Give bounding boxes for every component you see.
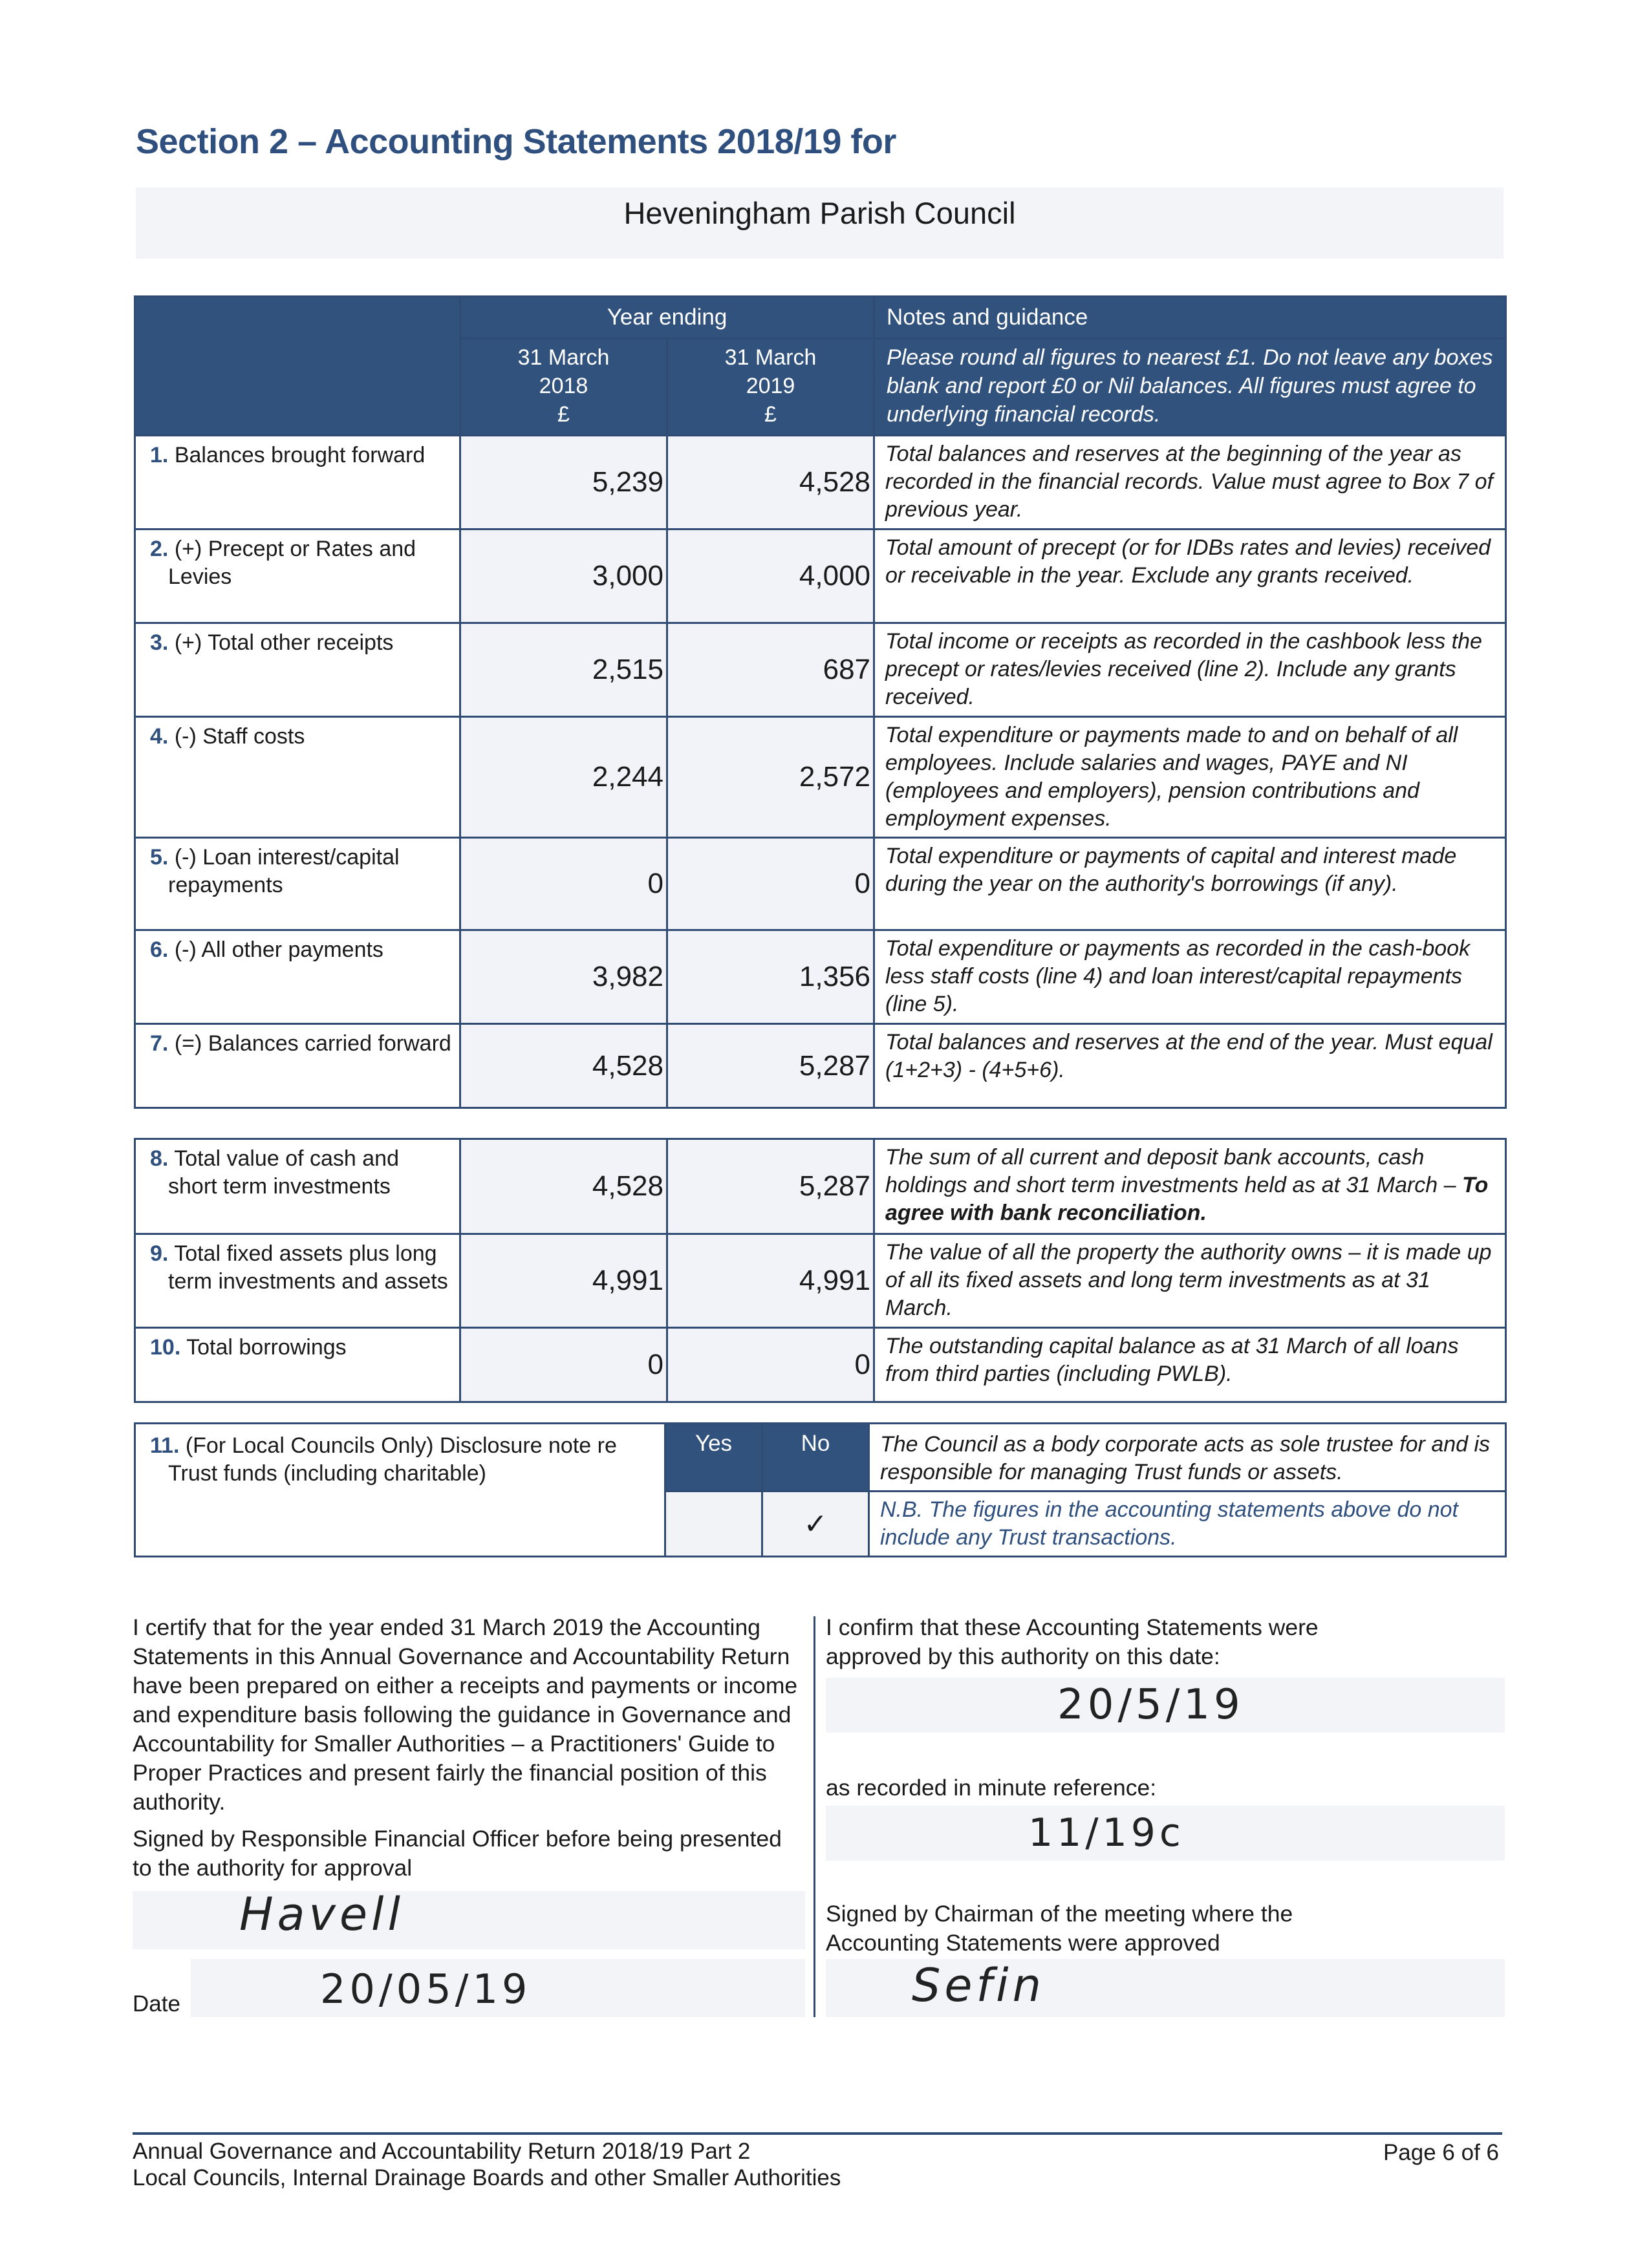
row-label xyxy=(135,623,460,717)
trust-no-header: No xyxy=(762,1424,869,1492)
table-row xyxy=(135,1024,1506,1108)
value-2018[interactable]: 3,000 xyxy=(460,530,667,623)
approval-date: 20/5/19 xyxy=(1057,1681,1244,1729)
row-number: 5. xyxy=(150,845,169,870)
row-label-text: (-) All other payments xyxy=(174,937,383,962)
guidance-text: Please round all figures to nearest £1. Do not leave any boxes blank and report £0 or Nil balances. All figures must agree to underlying financial records. xyxy=(874,339,1506,436)
row-note xyxy=(874,1139,1506,1234)
value-2019[interactable]: 4,528 xyxy=(667,436,874,530)
row-note: Total expenditure or payments of capital and interest made during the year on the authority's borrowings (if any). xyxy=(874,838,1506,930)
row-note: Total expenditure or payments made to and on behalf of all employees. Include salaries and wages, PAYE and NI (employees and employers), pension contributions and employment expenses. xyxy=(874,717,1506,838)
row-label xyxy=(135,930,460,1024)
row-label xyxy=(135,1234,460,1328)
header-blank-cell xyxy=(135,297,460,436)
value-2018[interactable]: 4,528 xyxy=(460,1139,667,1234)
balances-table xyxy=(134,1138,1507,1403)
col-2019-line2: 2019 xyxy=(746,374,795,398)
row-number: 2. xyxy=(150,537,169,561)
table-row xyxy=(135,930,1506,1024)
row-label xyxy=(135,530,460,623)
footer-line2: Local Councils, Internal Drainage Boards and other Smaller Authorities xyxy=(133,2165,841,2190)
trust-label-text: (For Local Councils Only) Disclosure note re Trust funds (including charitable) xyxy=(168,1433,617,1486)
row-label-text: Balances brought forward xyxy=(174,443,426,467)
row-number: 8. xyxy=(150,1146,169,1171)
row-note-text: The sum of all current and deposit bank accounts, cash holdings and short term investments held as at 31 March – xyxy=(885,1145,1456,1197)
value-2018[interactable]: 2,515 xyxy=(460,623,667,717)
row-label xyxy=(135,1024,460,1108)
row-label-text: (+) Precept or Rates and Levies xyxy=(168,537,416,589)
value-2018[interactable]: 4,991 xyxy=(460,1234,667,1328)
value-2019[interactable]: 1,356 xyxy=(667,930,874,1024)
trust-label xyxy=(135,1424,665,1557)
table-row xyxy=(135,436,1506,530)
col-2018-currency: £ xyxy=(557,402,570,427)
row-note: The value of all the property the authority owns – it is made up of all its fixed assets and long term investments as at 31 March. xyxy=(874,1234,1506,1328)
rfo-certification xyxy=(133,1613,805,1890)
row-number: 7. xyxy=(150,1031,169,1056)
row-label-text: Total fixed assets plus long term investments and assets xyxy=(168,1241,448,1294)
value-2019[interactable]: 0 xyxy=(667,838,874,930)
rfo-date: 20/05/19 xyxy=(320,1965,532,2013)
value-2019[interactable]: 5,287 xyxy=(667,1139,874,1234)
value-2018[interactable]: 0 xyxy=(460,838,667,930)
row-label xyxy=(135,1328,460,1402)
row-number: 11. xyxy=(150,1433,180,1458)
value-2018[interactable]: 3,982 xyxy=(460,930,667,1024)
row-note: Total income or receipts as recorded in the cashbook less the precept or rates/levies received (line 2). Include any grants received. xyxy=(874,623,1506,717)
row-number: 4. xyxy=(150,724,169,749)
footer-divider xyxy=(133,2132,1502,2135)
row-note: Total balances and reserves at the beginning of the year as recorded in the financial records. Value must agree to Box 7 of previous year. xyxy=(874,436,1506,530)
trust-yes-header: Yes xyxy=(665,1424,762,1492)
confirm-text: I confirm that these Accounting Statements were approved by this authority on this date: xyxy=(826,1614,1319,1669)
accounting-statements-table xyxy=(134,295,1507,1109)
row-note: The outstanding capital balance as at 31 March of all loans from third parties (including PWLB). xyxy=(874,1328,1506,1402)
row-label-text: Total borrowings xyxy=(186,1335,347,1360)
col-2018-line1: 31 March xyxy=(517,345,610,370)
minute-ref-label: as recorded in minute reference: xyxy=(826,1775,1157,1801)
col-2019-line1: 31 March xyxy=(724,345,817,370)
rfo-signature-field[interactable] xyxy=(133,1891,805,1949)
chair-signature: Sefin xyxy=(912,1959,1045,2012)
table-row xyxy=(135,530,1506,623)
row-number: 6. xyxy=(150,937,169,962)
approval-certification xyxy=(826,1613,1511,1671)
trust-nb-note: N.B. The figures in the accounting statements above do not include any Trust transactions. xyxy=(869,1492,1506,1557)
notes-header: Notes and guidance xyxy=(874,297,1506,339)
value-2019[interactable]: 5,287 xyxy=(667,1024,874,1108)
value-2019[interactable]: 0 xyxy=(667,1328,874,1402)
row-label xyxy=(135,436,460,530)
table-row xyxy=(135,717,1506,838)
value-2018[interactable]: 0 xyxy=(460,1328,667,1402)
row-label-text: (+) Total other receipts xyxy=(174,630,394,655)
footer-text xyxy=(133,2138,841,2191)
row-label-text: (-) Staff costs xyxy=(174,724,305,749)
row-number: 3. xyxy=(150,630,169,655)
row-label-text: (-) Loan interest/capital repayments xyxy=(168,845,400,897)
row-number: 9. xyxy=(150,1241,169,1266)
column-divider xyxy=(814,1616,815,2017)
date-label: Date xyxy=(133,1991,180,2017)
row-label-text: Total value of cash and short term investments xyxy=(168,1146,399,1199)
row-note: Total expenditure or payments as recorded in the cash-book less staff costs (line 4) and loan interest/capital repayments (line 5). xyxy=(874,930,1506,1024)
value-2019[interactable]: 687 xyxy=(667,623,874,717)
row-label xyxy=(135,717,460,838)
rfo-certify-text: I certify that for the year ended 31 March 2019 the Accounting Statements in this Annual Governance and Accountability Return have been prepared on either a receipts and payments or income and expenditure basis following the guidance in Governance and Accountability for Smaller Authorities – a Practitioners' Guide to Proper Practices and present fairly the financial position of this authority. xyxy=(133,1614,798,1815)
footer-line1: Annual Governance and Accountability Return 2018/19 Part 2 xyxy=(133,2139,751,2164)
col-2018-header xyxy=(460,339,667,436)
value-2018[interactable]: 5,239 xyxy=(460,436,667,530)
row-label xyxy=(135,1139,460,1234)
value-2018[interactable]: 4,528 xyxy=(460,1024,667,1108)
page-number: Page 6 of 6 xyxy=(1383,2140,1499,2165)
chair-signed-text: Signed by Chairman of the meeting where the Accounting Statements were approved xyxy=(826,1901,1293,1956)
value-2019[interactable]: 4,991 xyxy=(667,1234,874,1328)
authority-name-field[interactable] xyxy=(136,187,1503,259)
row-number: 1. xyxy=(150,443,169,467)
year-ending-header: Year ending xyxy=(460,297,874,339)
rfo-signature: Havell xyxy=(239,1888,404,1941)
col-2019-header xyxy=(667,339,874,436)
trust-note: The Council as a body corporate acts as sole trustee for and is responsible for managing Trust funds or assets. xyxy=(869,1424,1506,1492)
authority-name: Heveningham Parish Council xyxy=(623,196,1016,230)
trust-yes-checkbox[interactable] xyxy=(665,1492,762,1557)
table-row xyxy=(135,838,1506,930)
row-note-emphasis: To agree with bank reconciliation. xyxy=(885,1173,1489,1225)
page-title: Section 2 – Accounting Statements 2018/19 for xyxy=(136,122,896,161)
row-label xyxy=(135,838,460,930)
col-2018-line2: 2018 xyxy=(539,374,588,398)
rfo-signed-text: Signed by Responsible Financial Officer before being presented to the authority for approval xyxy=(133,1826,782,1881)
table-row xyxy=(135,1328,1506,1402)
table-row xyxy=(135,1234,1506,1328)
trust-funds-table xyxy=(134,1422,1507,1557)
value-2019[interactable]: 4,000 xyxy=(667,530,874,623)
row-note: Total amount of precept (or for IDBs rates and levies) received or receivable in the year. Exclude any grants received. xyxy=(874,530,1506,623)
row-number: 10. xyxy=(150,1335,181,1360)
col-2019-currency: £ xyxy=(764,402,777,427)
row-label-text: (=) Balances carried forward xyxy=(174,1031,451,1056)
trust-row xyxy=(135,1424,1506,1492)
table-row xyxy=(135,623,1506,717)
minute-ref: 11/19c xyxy=(1028,1810,1185,1856)
table-row xyxy=(135,1139,1506,1234)
trust-no-checkbox[interactable]: ✓ xyxy=(762,1492,869,1557)
value-2018[interactable]: 2,244 xyxy=(460,717,667,838)
value-2019[interactable]: 2,572 xyxy=(667,717,874,838)
row-note: Total balances and reserves at the end of the year. Must equal (1+2+3) - (4+5+6). xyxy=(874,1024,1506,1108)
